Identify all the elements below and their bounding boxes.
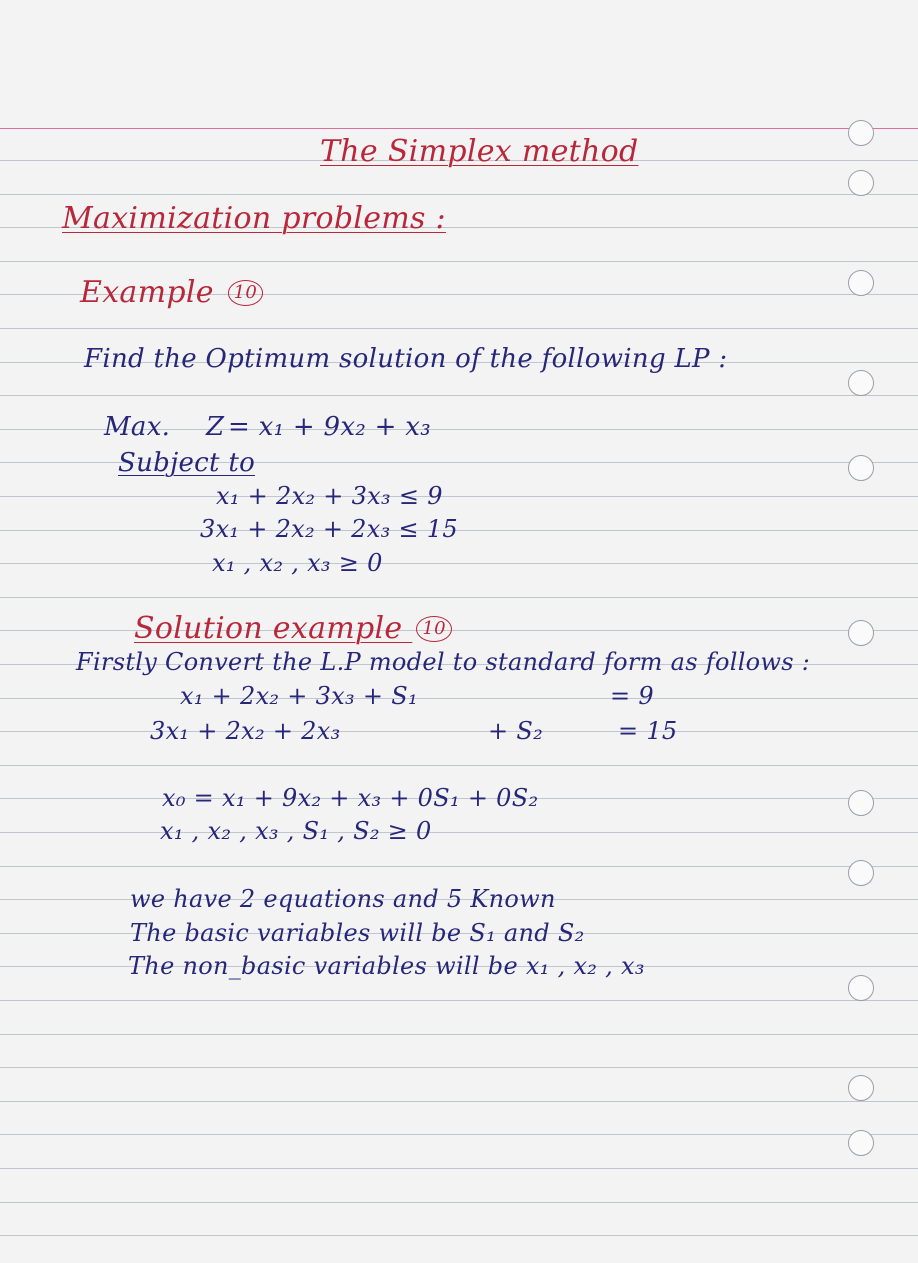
binder-hole [848, 620, 874, 646]
problem-statement: Find the Optimum solution of the following LP : [84, 344, 728, 374]
example-label: Example [80, 275, 214, 310]
ruled-line [0, 261, 918, 262]
ruled-line [0, 1202, 918, 1203]
ruled-line [0, 328, 918, 329]
nonnegativity-standard: x₁ , x₂ , x₃ , S₁ , S₂ ≥ 0 [160, 817, 432, 845]
solution-heading: Solution example [134, 611, 403, 646]
ruled-line [0, 496, 918, 497]
solution-heading-group [134, 611, 452, 646]
standard-eq-1-lhs: x₁ + 2x₂ + 3x₃ + S₁ [180, 682, 418, 710]
ruled-line [0, 698, 918, 699]
note-equations: we have 2 equations and 5 Known [130, 885, 556, 913]
note-basic-variables: The basic variables will be S₁ and S₂ [130, 919, 585, 947]
standard-eq-1-rhs: = 9 [610, 682, 654, 710]
objective-label: Max. [104, 412, 171, 442]
constraint-1: x₁ + 2x₂ + 3x₃ ≤ 9 [216, 482, 443, 510]
ruled-line [0, 597, 918, 598]
nonnegativity-constraint: x₁ , x₂ , x₃ ≥ 0 [212, 549, 383, 577]
binder-hole [848, 790, 874, 816]
ruled-line [0, 194, 918, 195]
standard-eq-2-lhs: 3x₁ + 2x₂ + 2x₃ [150, 717, 341, 745]
conversion-intro: Firstly Convert the L.P model to standard form as follows : [76, 648, 811, 676]
binder-hole [848, 170, 874, 196]
ruled-line [0, 1134, 918, 1135]
binder-hole [848, 270, 874, 296]
ruled-line [0, 765, 918, 766]
binder-hole [848, 120, 874, 146]
ruled-line [0, 866, 918, 867]
objective-lhs: Z [206, 412, 225, 442]
ruled-line [0, 395, 918, 396]
objective-standard: x₀ = x₁ + 9x₂ + x₃ + 0S₁ + 0S₂ [162, 784, 539, 812]
ruled-line [0, 1000, 918, 1001]
ruled-line [0, 1235, 918, 1236]
ruled-line [0, 530, 918, 531]
standard-eq-2-rhs: = 15 [618, 717, 678, 745]
note-nonbasic-variables: The non_basic variables will be x₁ , x₂ , x₃ [128, 952, 645, 980]
constraint-2: 3x₁ + 2x₂ + 2x₃ ≤ 15 [200, 515, 458, 543]
ruled-line [0, 731, 918, 732]
section-heading: Maximization problems : [62, 201, 446, 236]
subject-to-label: Subject to [118, 448, 256, 478]
objective-terms: = x₁ + 9x₂ + x₃ [228, 412, 431, 442]
binder-hole [848, 1075, 874, 1101]
binder-hole [848, 975, 874, 1001]
ruled-line [0, 1034, 918, 1035]
standard-eq-2-slack: + S₂ [488, 717, 544, 745]
top-margin-line [0, 128, 918, 129]
binder-hole [848, 370, 874, 396]
example-number-circle: 10 [228, 280, 264, 306]
page-title: The Simplex method [320, 134, 639, 169]
ruled-line [0, 1067, 918, 1068]
binder-hole [848, 1130, 874, 1156]
solution-number-circle: 10 [416, 616, 452, 642]
binder-hole [848, 860, 874, 886]
ruled-line [0, 1101, 918, 1102]
example-label-group [80, 275, 263, 310]
ruled-line [0, 1168, 918, 1169]
ruled-line [0, 832, 918, 833]
binder-hole [848, 455, 874, 481]
ruled-line [0, 563, 918, 564]
